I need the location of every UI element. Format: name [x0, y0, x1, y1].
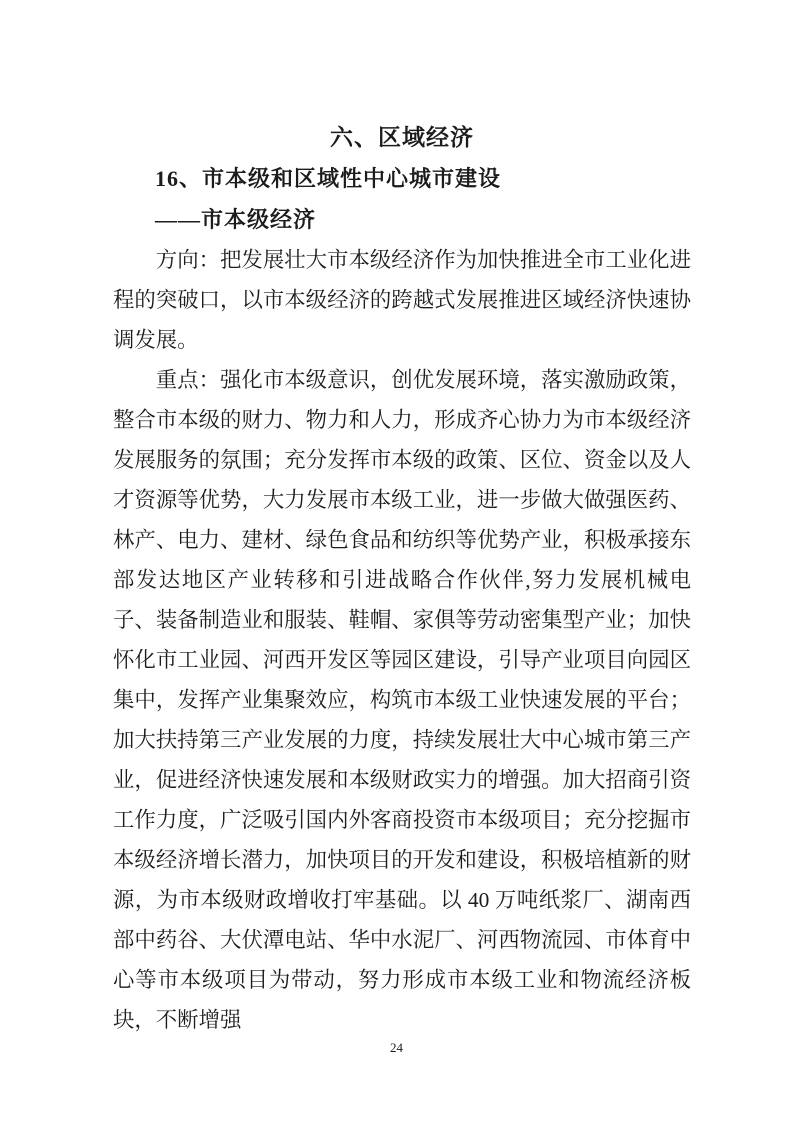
- page-number: 24: [390, 1040, 403, 1055]
- chapter-heading: 16、市本级和区域性中心城市建设: [155, 166, 502, 191]
- document-content: [113, 116, 691, 1040]
- paragraph-key-points: 重点：强化市本级意识，创优发展环境，落实激励政策，整合市本级的财力、物力和人力，形成齐心协力为市本级经济发展服务的氛围；充分发挥市本级的政策、区位、资金以及人才资源等优势，大力发展市本级工业，进一步做大做强医药、林产、电力、建材、绿色食品和纺织等优势产业，积极承接东部发达地区产业转移和引进战略合作伙伴,努力发展机械电子、装备制造业和服装、鞋帽、家俱等劳动密集型产业；加快怀化市工业园、河西开发区等园区建设，引导产业项目向园区集中，发挥产业集聚效应，构筑市本级工业快速发展的平台；加大扶持第三产业发展的力度，持续发展壮大中心城市第三产业，促进经济快速发展和本级财政实力的增强。加大招商引资工作力度，广泛吸引国内外客商投资市本级项目；充分挖掘市本级经济增长潜力，加快项目的开发和建设，积极培植新的财源，为市本级财政增收打牢基础。以 40 万吨纸浆厂、湖南西部中药谷、大伏潭电站、华中水泥厂、河西物流园、市体育中心等市本级项目为带动，努力形成市本级工业和物流经济板块，不断增强: [113, 368, 691, 1032]
- section-title: 六、区域经济: [330, 124, 474, 150]
- sub-heading: ——市本级经济: [155, 207, 317, 232]
- paragraph-direction: 方向：把发展壮大市本级经济作为加快推进全市工业化进程的突破口，以市本级经济的跨越式发展推进区域经济快速协调发展。: [113, 248, 691, 352]
